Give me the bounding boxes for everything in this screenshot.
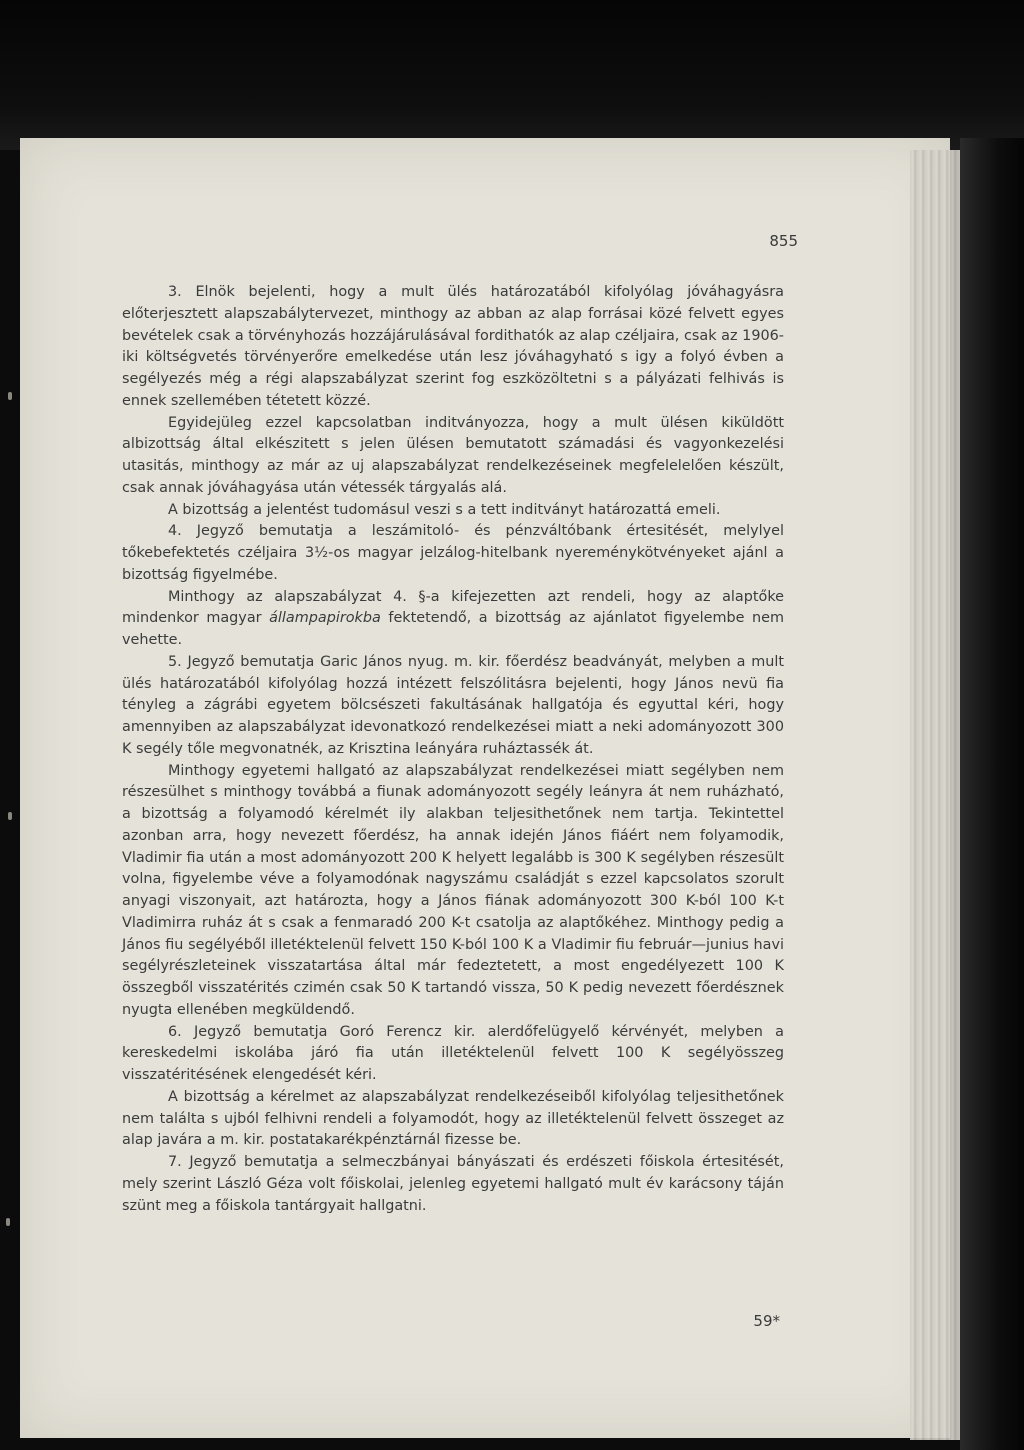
paragraph-6: 6. Jegyző bemutatja Goró Ferencz kir. alerdőfelügyelő kérvényét, melyben a kereskedelmi iskolába járó fia után illetéktelenül felvett 100 K segélyösszeg visszatéritésének elengedését kéri.: [122, 1023, 784, 1083]
resolution-4-text-before: Minthogy az alapszabályzat 4. §-a kifejezetten azt rendeli, hogy az alaptőke mindenkor magyar: [122, 588, 784, 627]
paragraph-3: 3. Elnök bejelenti, hogy a mult ülés határozatából kifolyólag jóváhagyásra előterjesztett alapszabálytervezet, minthogy az abban az alap forrásai közé felvett egyes bevételek csak a törvényhozás hozzájárulásával fordithatók az alap czéljaira, csak az 1906-iki költségvetés törvényerőre emelkedése után lesz jóváhagyható s igy a folyó évben a segélyezés még a régi alapszabályzat szerint fog eszközöltetni s a pályázati felhivás is ennek szellemében tétetett közzé.: [122, 284, 784, 409]
margin-speck: [6, 1218, 10, 1226]
paragraph-7: 7. Jegyző bemutatja a selmeczbányai bányászati és erdészeti főiskola értesitését, mely szerint László Géza volt főiskolai, jelenleg egyetemi hallgató mult év karácsony táján szünt meg a főiskola tantárgyait hallgatni.: [122, 1154, 784, 1214]
resolution-4-text-after: fektetendő, a bizottság az ajánlatot figyelembe nem vehette.: [122, 610, 784, 648]
background-shadow: [0, 0, 1024, 150]
paragraph-5: 5. Jegyző bemutatja Garic János nyug. m. kir. főerdész beadványát, melyben a mult ülés határozatából kifolyólag hozzá intézett felszólitásra bejelenti, hogy János nevü fia tényleg a zágrábi egyetem bölcsészeti fakultásának hallgatója és egyuttal kéri, hogy amennyiben az alapszabályzat idevonatkozó rendelkezései miatt a neki adományozott 300 K segély tőle megvonatnék, az Krisztina leányára ruháztassék át.: [122, 653, 784, 757]
italic-term: állampapirokba: [269, 610, 381, 627]
resolution-3: A bizottság a jelentést tudomásul veszi s a tett inditványt határozattá emeli.: [168, 501, 721, 518]
body-text: [122, 282, 784, 1217]
book-spine-shadow: [960, 138, 1024, 1450]
margin-speck: [8, 812, 12, 820]
page-number: 855: [769, 232, 798, 250]
paragraph-4: 4. Jegyző bemutatja a leszámitoló- és pénzváltóbank értesitését, melylyel tőkebefektetés czéljaira 3½-os magyar jelzálog-hitelbank nyereménykötvényeket ajánl a bizottság figyelmébe.: [122, 523, 784, 583]
resolution-5: Minthogy egyetemi hallgató az alapszabályzat rendelkezései miatt segélyben nem részesülhet s minthogy továbbá a fiunak adományozott segély leányra át nem ruházható, a bizottság a folyamodó kérelmét ily alakban teljesithetőnek nem tartja. Tekintettel azonban arra, hogy nevezett főerdész, ha annak idején János fiáért nem folyamodik, Vladimir fia után a most adományozott 200 K helyett legalább is 300 K segélyben részesült volna, figyelembe véve a folyamodónak nagyszámu családját s ezzel kapcsolatos szorult anyagi viszonyait, azt határozta, hogy a János fiának adományozott 300 K-ból 100 K-t Vladimirra ruház át s csak a fenmaradó 200 K-t csatolja az alaptőkéhez. Minthogy pedig a János fiu segélyéből illetéktelenül felvett 150 K-ból 100 K a Vladimir fiu február—junius havi segélyrészleteinek visszatartása által már fedeztetett, a most engedélyezett 100 K összegből visszatérités czimén csak 50 K tartandó vissza, 50 K pedig nevezett főerdésznek nyugta ellenében megküldendő.: [122, 762, 784, 1018]
resolution-4: [122, 587, 784, 652]
margin-speck: [8, 392, 12, 400]
signature-mark: 59*: [753, 1312, 780, 1330]
resolution-6: A bizottság a kérelmet az alapszabályzat rendelkezéseiből kifolyólag teljesithetőnek nem találta s ujból felhivni rendeli a folyamodót, hogy az illetéktelenül felvett összeget az alap javára a m. kir. postatakarékpénztárnál fizesse be.: [122, 1088, 784, 1149]
paragraph-3-continuation: Egyidejüleg ezzel kapcsolatban inditványozza, hogy a mult ülésen kiküldött albizottság által elkészitett s jelen ülésen bemutatott számadási és vagyonkezelési utasitás, minthogy az már az uj alapszabályzat rendelkezéseinek megfelelelően készült, csak annak jóváhagyása után vétessék tárgyalás alá.: [122, 414, 784, 496]
